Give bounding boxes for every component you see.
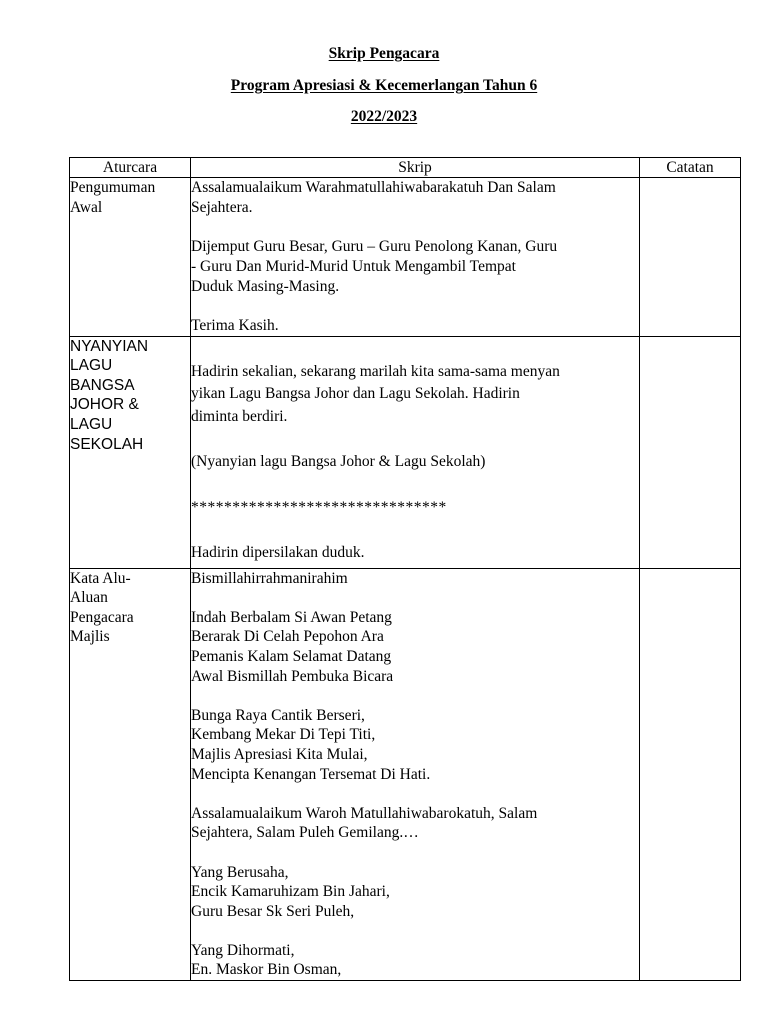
table-row bbox=[70, 568, 741, 980]
script-line: Terima Kasih. bbox=[191, 316, 279, 334]
script-line: Guru Besar Sk Seri Puleh, bbox=[191, 902, 355, 920]
agenda-label-line: LAGU bbox=[70, 415, 113, 433]
agenda-cell bbox=[70, 178, 191, 337]
script-line: En. Maskor Bin Osman, bbox=[191, 961, 342, 979]
pantun-line: Mencipta Kenangan Tersemat Di Hati. bbox=[191, 765, 431, 783]
agenda-label-line: Pengumuman bbox=[70, 179, 156, 196]
separator-line: ******************************* bbox=[191, 498, 447, 516]
script-line: Yang Berusaha, bbox=[191, 863, 289, 881]
script-line: Sejahtera, Salam Puleh Gemilang.… bbox=[191, 824, 419, 842]
pantun-line: Awal Bismillah Pembuka Bicara bbox=[191, 667, 394, 685]
program-title: Program Apresiasi & Kecemerlangan Tahun 6 bbox=[230, 77, 538, 94]
script-table bbox=[69, 157, 741, 981]
note-cell bbox=[640, 336, 741, 568]
agenda-cell bbox=[70, 568, 191, 980]
header-skrip: Skrip bbox=[191, 158, 640, 178]
script-line: Sejahtera. bbox=[191, 198, 253, 216]
pantun-line: Berarak Di Celah Pepohon Ara bbox=[191, 628, 384, 646]
script-line: Bismillahirrahmanirahim bbox=[191, 569, 348, 587]
script-cell bbox=[191, 568, 640, 980]
agenda-label-line: Kata Alu- bbox=[70, 569, 131, 587]
table-header-row bbox=[70, 158, 741, 178]
agenda-label-line: JOHOR & bbox=[70, 396, 139, 414]
agenda-label-line: LAGU bbox=[70, 357, 113, 375]
pantun-line: Indah Berbalam Si Awan Petang bbox=[191, 608, 392, 626]
script-line: Hadirin dipersilakan duduk. bbox=[191, 544, 365, 562]
script-line: Dijemput Guru Besar, Guru – Guru Penolong Kanan, Guru bbox=[191, 238, 558, 256]
script-line: Assalamualaikum Warahmatullahiwabarakatuh Dan Salam bbox=[191, 179, 556, 196]
agenda-label-line: NYANYIAN bbox=[70, 337, 149, 355]
header-catatan: Catatan bbox=[640, 158, 741, 178]
script-line: (Nyanyian lagu Bangsa Johor & Lagu Sekolah) bbox=[191, 453, 486, 471]
note-cell bbox=[640, 568, 741, 980]
table-row bbox=[70, 178, 741, 337]
script-line: Yang Dihormati, bbox=[191, 941, 295, 959]
document-title: Skrip Pengacara bbox=[328, 45, 440, 62]
agenda-label-line: Awal bbox=[70, 198, 103, 216]
pantun-line: Bunga Raya Cantik Berseri, bbox=[191, 706, 365, 724]
script-line: diminta berdiri. bbox=[191, 407, 288, 425]
agenda-label-line: SEKOLAH bbox=[70, 435, 144, 453]
pantun-line: Kembang Mekar Di Tepi Titi, bbox=[191, 726, 376, 744]
script-line: yikan Lagu Bangsa Johor dan Lagu Sekolah. Hadirin bbox=[191, 385, 520, 403]
session-year: 2022/2023 bbox=[350, 108, 418, 125]
note-cell bbox=[640, 178, 741, 337]
table-row bbox=[70, 336, 741, 568]
agenda-label-line: Majlis bbox=[70, 628, 110, 646]
script-cell bbox=[191, 178, 640, 337]
agenda-label-line: Pengacara bbox=[70, 608, 134, 626]
script-line: Assalamualaikum Waroh Matullahiwabarokatuh, Salam bbox=[191, 804, 538, 822]
pantun-line: Pemanis Kalam Selamat Datang bbox=[191, 647, 392, 665]
header-aturcara: Aturcara bbox=[70, 158, 191, 178]
script-line: - Guru Dan Murid-Murid Untuk Mengambil Tempat bbox=[191, 257, 516, 275]
pantun-line: Majlis Apresiasi Kita Mulai, bbox=[191, 745, 368, 763]
script-line: Duduk Masing-Masing. bbox=[191, 277, 340, 295]
agenda-cell bbox=[70, 336, 191, 568]
script-line: Hadirin sekalian, sekarang marilah kita sama-sama menyan bbox=[191, 362, 560, 380]
agenda-label-line: BANGSA bbox=[70, 376, 135, 394]
agenda-label-line: Aluan bbox=[70, 589, 108, 607]
script-line: Encik Kamaruhizam Bin Jahari, bbox=[191, 883, 390, 901]
script-cell bbox=[191, 336, 640, 568]
